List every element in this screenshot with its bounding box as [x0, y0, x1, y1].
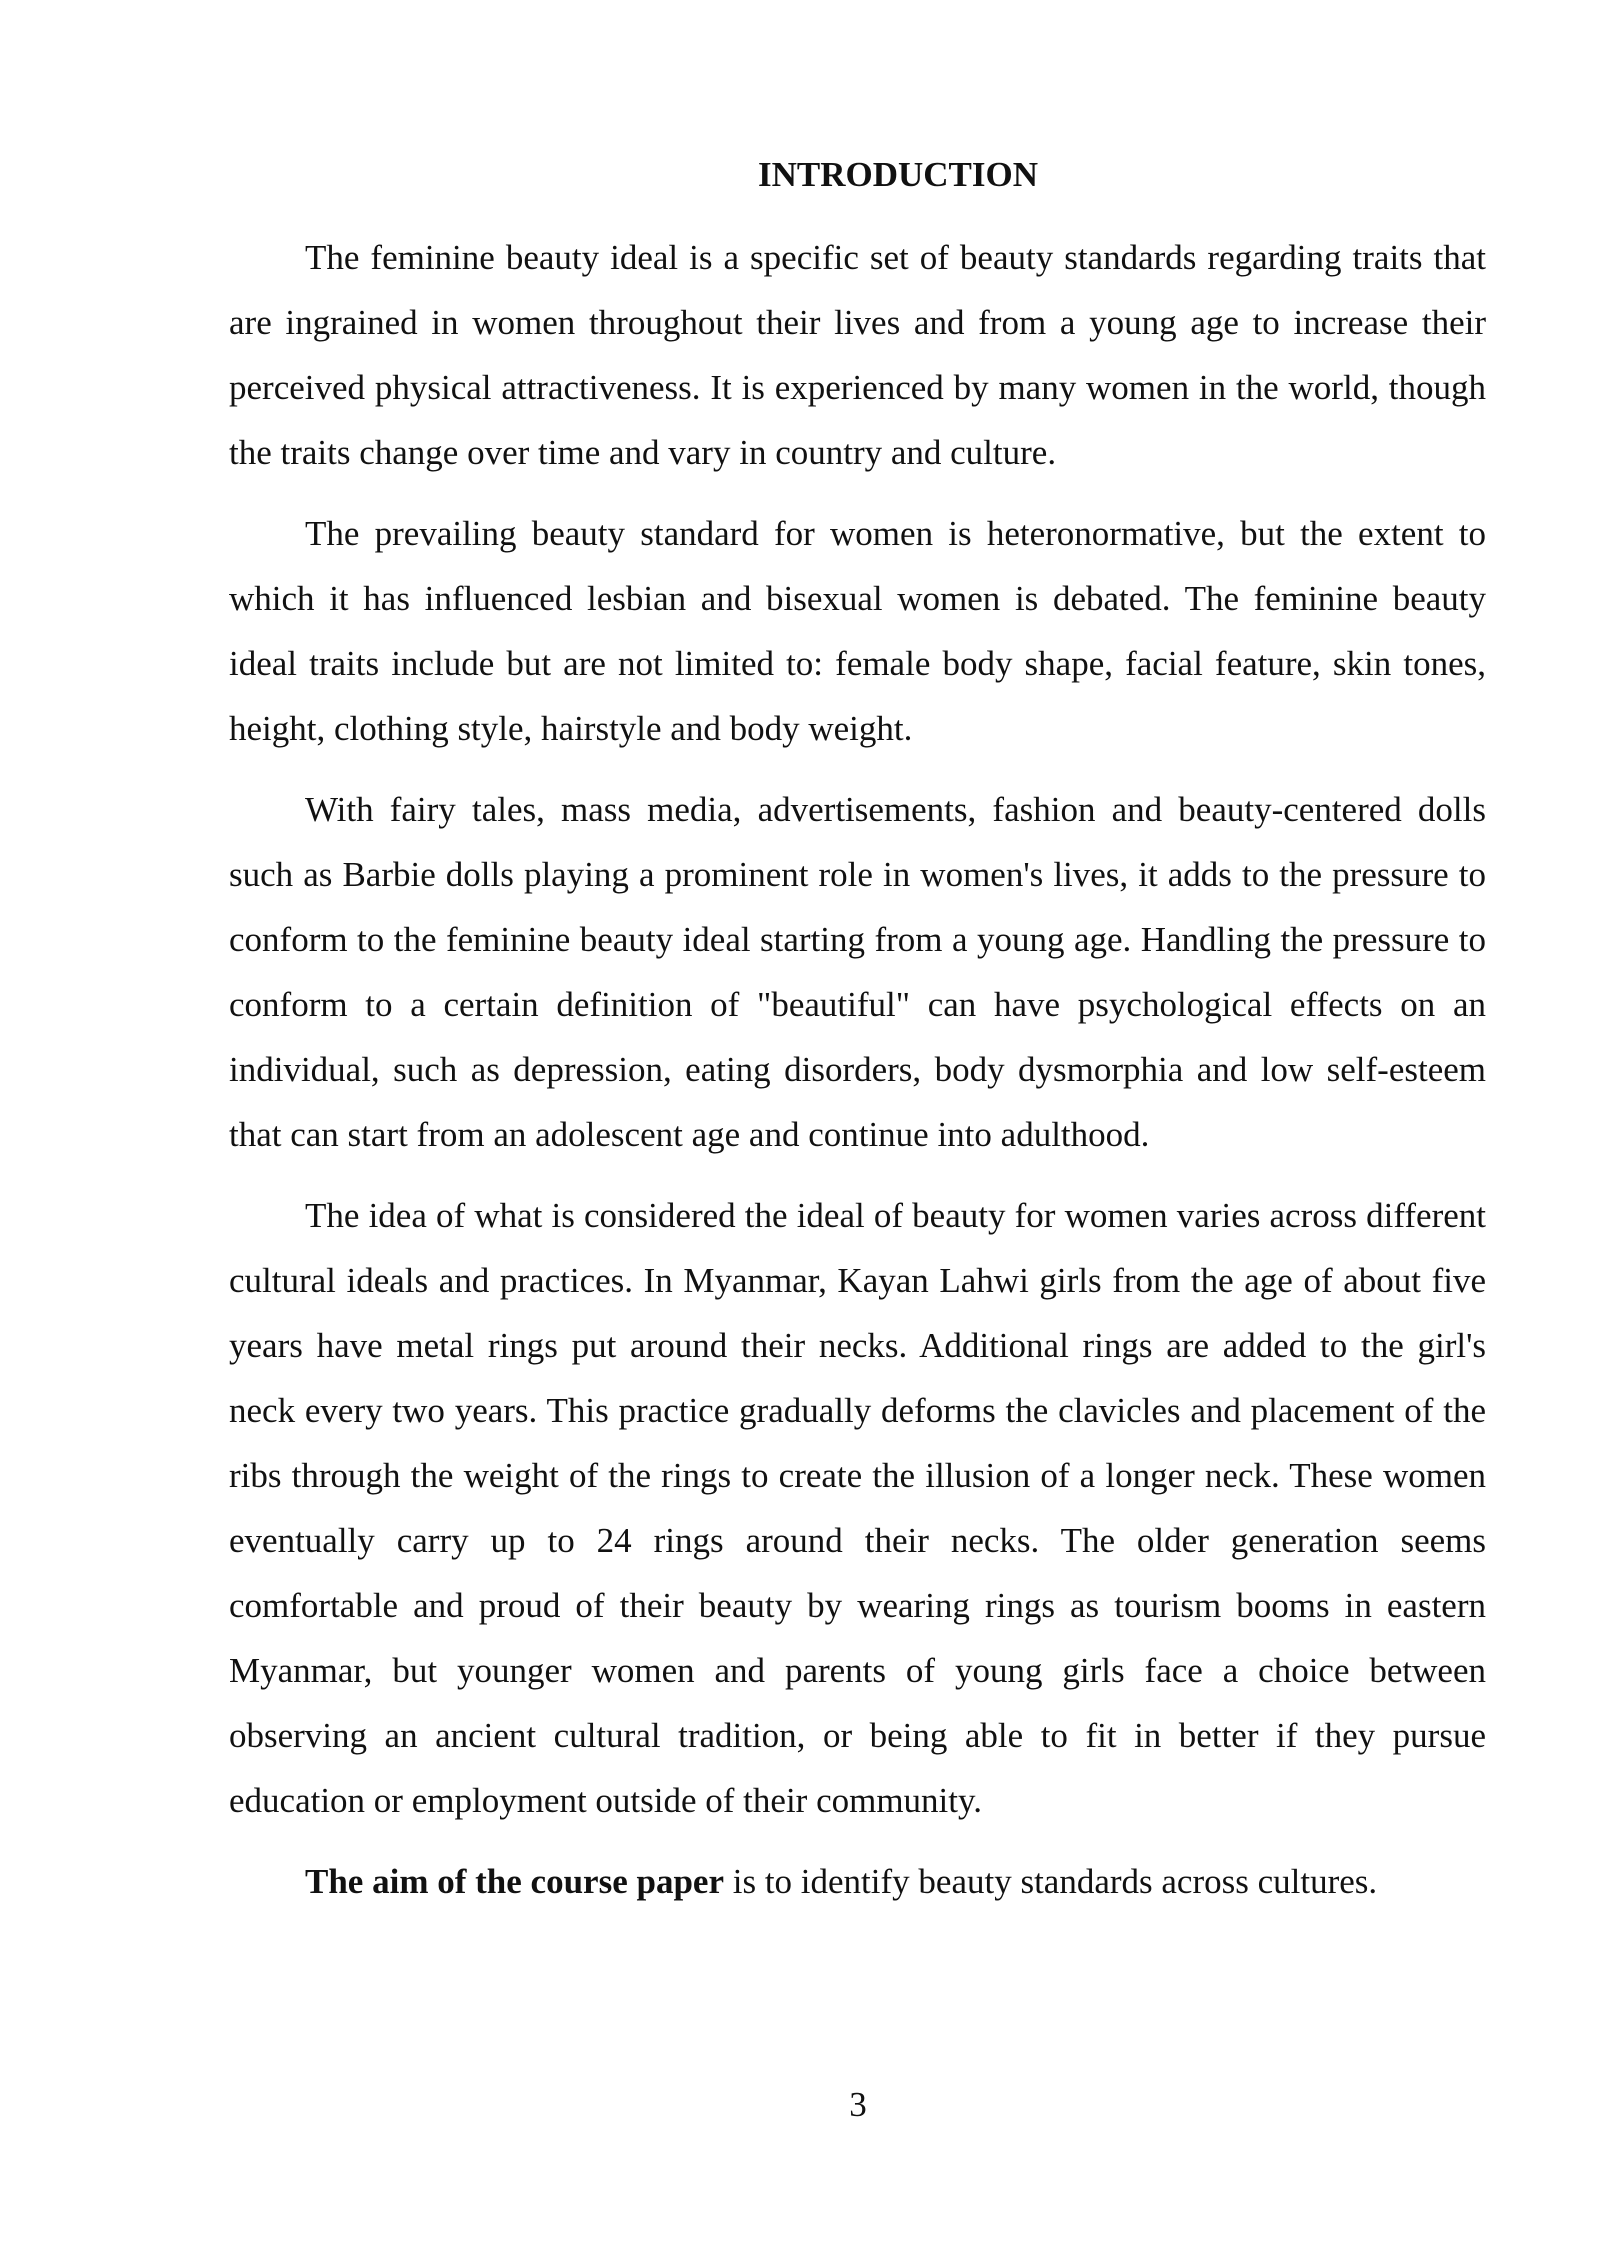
paragraph-4: The idea of what is considered the ideal of beauty for women varies across different cultural ideals and practices. In Myanmar, Kayan Lahwi girls from the age of about five years have metal rings put around their necks. Additional rings are added to the girl's neck every two years. This practice gradually deforms the clavicles and placement of the ribs through the weight of the rings to create the illusion of a longer neck. These women eventually carry up to 24 rings around their necks. The older generation seems comfortable and proud of their beauty by wearing rings as tourism booms in eastern Myanmar, but younger women and parents of young girls face a choice between observing an ancient cultural tradition, or being able to fit in better if they pursue education or employment outside of their community. — [229, 1196, 1486, 1820]
aim-paragraph — [229, 1849, 1486, 1914]
paragraph-1: The feminine beauty ideal is a specific set of beauty standards regarding traits that are ingrained in women throughout their lives and from a young age to increase their perceived physical attractiveness. It is experienced by many women in the world, though the traits change over time and vary in country and culture. — [229, 238, 1486, 472]
aim-label: The aim of the course paper — [305, 1862, 724, 1901]
paragraph-2: The prevailing beauty standard for women is heteronormative, but the extent to which it has influenced lesbian and bisexual women is debated. The feminine beauty ideal traits include but are not limited to: female body shape, facial feature, skin tones, height, clothing style, hairstyle and body weight. — [229, 514, 1486, 748]
page-number: 3 — [849, 2085, 867, 2124]
body-text — [229, 225, 1486, 1930]
paragraph-3: With fairy tales, mass media, advertisements, fashion and beauty-centered dolls such as Barbie dolls playing a prominent role in women's lives, it adds to the pressure to conform to the feminine beauty ideal starting from a young age. Handling the pressure to conform to a certain definition of "beautiful" can have psychological effects on an individual, such as depression, eating disorders, body dysmorphia and low self-esteem that can start from an adolescent age and continue into adulthood. — [229, 790, 1486, 1154]
aim-text: is to identify beauty standards across cultures. — [723, 1862, 1378, 1901]
section-heading: INTRODUCTION — [757, 155, 1039, 194]
